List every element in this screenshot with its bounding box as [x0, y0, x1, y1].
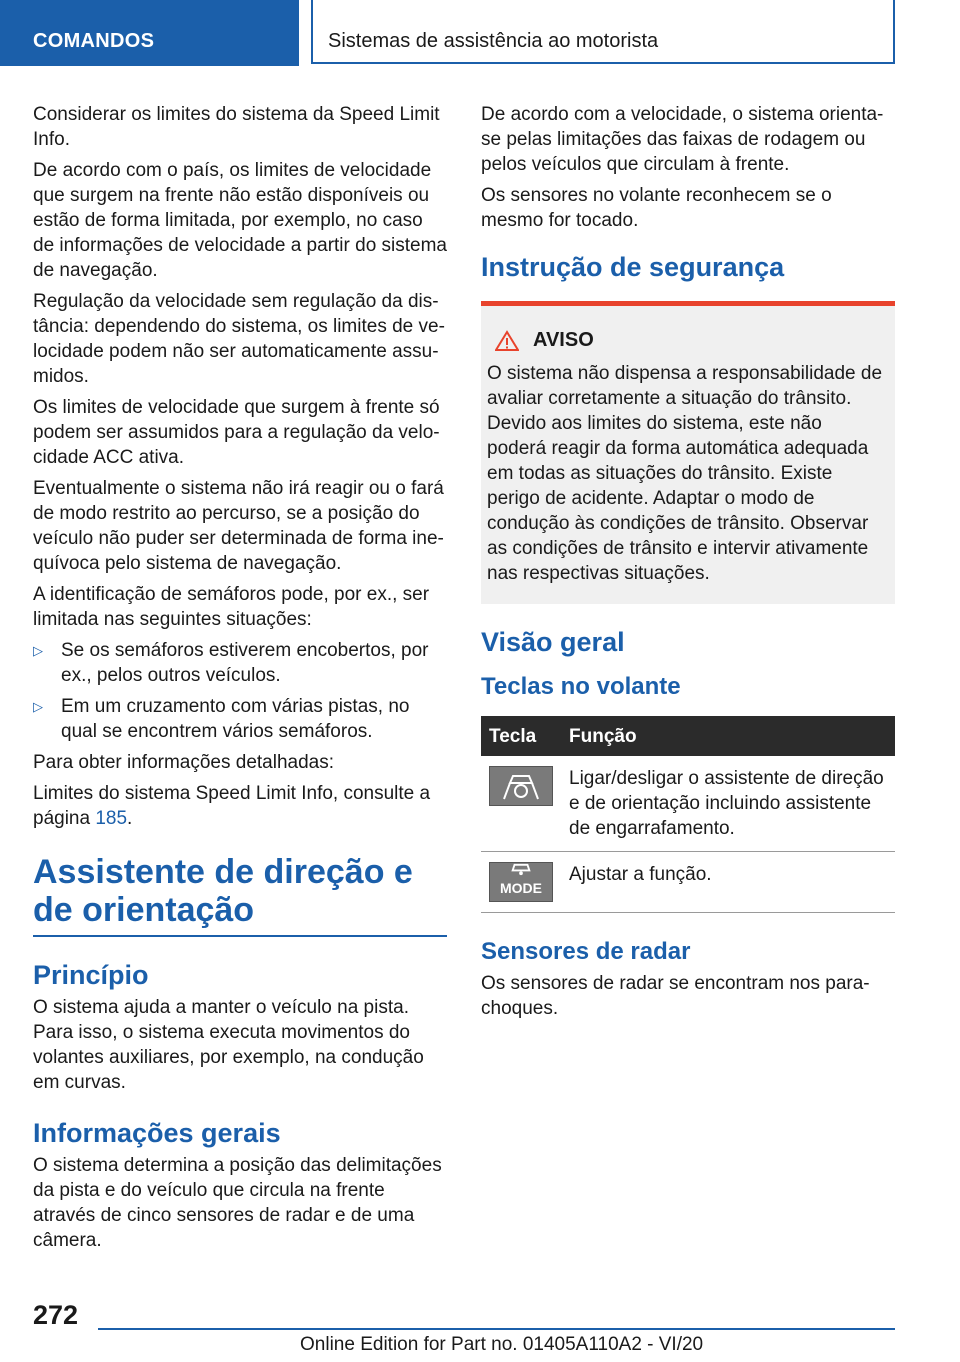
- left-column: [33, 102, 447, 1259]
- warning-title: AVISO: [533, 329, 594, 351]
- function-cell: Ajustar a função.: [561, 852, 895, 913]
- right-column: [481, 102, 895, 1027]
- paragraph: Os sensores de radar se encontram nos para-choques.: [481, 973, 870, 1019]
- key-cell: [481, 756, 561, 852]
- keys-table: [481, 716, 895, 913]
- list-item: [33, 638, 447, 688]
- mode-key-label: MODE: [500, 880, 542, 896]
- list-item-text: Em um cruzamento com várias pistas, no qual se encontrem vários semáforos.: [61, 696, 410, 742]
- section-heading: Assistente de direção e de orientação: [33, 853, 447, 937]
- paragraph: Os sensores no volante reconhecem se o mesmo for tocado.: [481, 185, 832, 231]
- paragraph-end: .: [127, 808, 133, 829]
- function-cell: Ligar/desligar o assistente de direção e de orientação incluindo assistente de engarrafamento.: [561, 756, 895, 852]
- paragraph-with-link: [33, 781, 447, 831]
- subsection-heading-general-info: Informações gerais: [33, 1118, 281, 1148]
- page-header: [0, 0, 960, 66]
- paragraph: De acordo com a velocidade, o sistema orienta-se pelas limitações das faixas de rodagem ou pelos veículos que circulam à frente.: [481, 104, 884, 175]
- safety-heading: Instrução de segurança: [481, 252, 785, 282]
- key-cell: [481, 852, 561, 913]
- paragraph: A identificação de semáforos pode, por ex., ser limitada nas seguintes situações:: [33, 584, 430, 630]
- triangle-bullet-icon: ▷: [33, 643, 43, 658]
- paragraph: De acordo com o país, os limites de velocidade que surgem na frente não estão disponíveis ou estão de forma limitada, por exemplo, no caso de informações de velocidade a partir do sistema de navegação.: [33, 160, 448, 281]
- footer-divider: [98, 1328, 895, 1330]
- list-item-text: Se os semáforos estiverem encobertos, por ex., pelos outros veículos.: [61, 640, 429, 686]
- table-header-row: [481, 716, 895, 756]
- section-title: COMANDOS: [33, 30, 155, 52]
- table-row: [481, 756, 895, 852]
- mode-key-icon: [489, 862, 553, 902]
- paragraph-text: Limites do sistema Speed Limit Info, consulte a página: [33, 783, 431, 829]
- paragraph: Para obter informações detalhadas:: [33, 752, 335, 773]
- chapter-title: Sistemas de assistência ao motorista: [328, 30, 659, 52]
- table-row: [481, 852, 895, 913]
- column-header-key: Tecla: [481, 716, 561, 756]
- paragraph: Regulação da velocidade sem regulação da distância: dependendo do sistema, os limites de velocidade podem não ser automaticamente assumidos.: [33, 291, 445, 387]
- subsection-heading-principle: Princípio: [33, 960, 149, 990]
- paragraph: Considerar os limites do sistema da Speed Limit Info.: [33, 104, 440, 150]
- paragraph: Eventualmente o sistema não irá reagir ou o fará de modo restrito ao percurso, se a posição do veículo não puder ser determinada de forma inequívoca pelo sistema de navegação.: [33, 478, 444, 574]
- column-header-function: Função: [561, 716, 895, 756]
- section-tab: [0, 0, 299, 66]
- list-item: [33, 694, 447, 744]
- warning-box: [481, 301, 895, 604]
- paragraph: Os limites de velocidade que surgem à frente só podem ser assumidos para a regulação da velocidade ACC ativa.: [33, 397, 440, 468]
- steering-keys-heading: Teclas no volante: [481, 673, 681, 700]
- edition-note: Online Edition for Part no. 01405A110A2 - VI/20: [300, 1334, 704, 1355]
- paragraph: O sistema ajuda a manter o veículo na pista. Para isso, o sistema executa movimentos do volantes auxiliares, por exemplo, na condução em curvas.: [33, 997, 424, 1093]
- radar-sensors-heading: Sensores de radar: [481, 938, 691, 965]
- warning-text: O sistema não dispensa a responsabilidade de avaliar corretamente a situação do trânsito. Devido aos limites do sistema, este não poderá reagir da forma automática adequada em todas as situações do trânsito. Existe perigo de acidente. Adaptar o modo de condução às condições de trânsito. Observar as condições de trânsito e intervir ativamente nas respectivas situações.: [487, 363, 883, 584]
- warning-title-row: [495, 328, 885, 353]
- triangle-bullet-icon: ▷: [33, 699, 43, 714]
- page-number: 272: [33, 1300, 79, 1330]
- overview-heading: Visão geral: [481, 627, 625, 657]
- chapter-tab: [311, 0, 895, 64]
- lane-assist-key-icon: [489, 766, 553, 806]
- warning-triangle-icon: [495, 330, 519, 352]
- paragraph: O sistema determina a posição das delimitações da pista e do veículo que circula na frente através de cinco sensores de radar e de uma câmera.: [33, 1155, 442, 1251]
- page-link[interactable]: 185: [95, 808, 128, 829]
